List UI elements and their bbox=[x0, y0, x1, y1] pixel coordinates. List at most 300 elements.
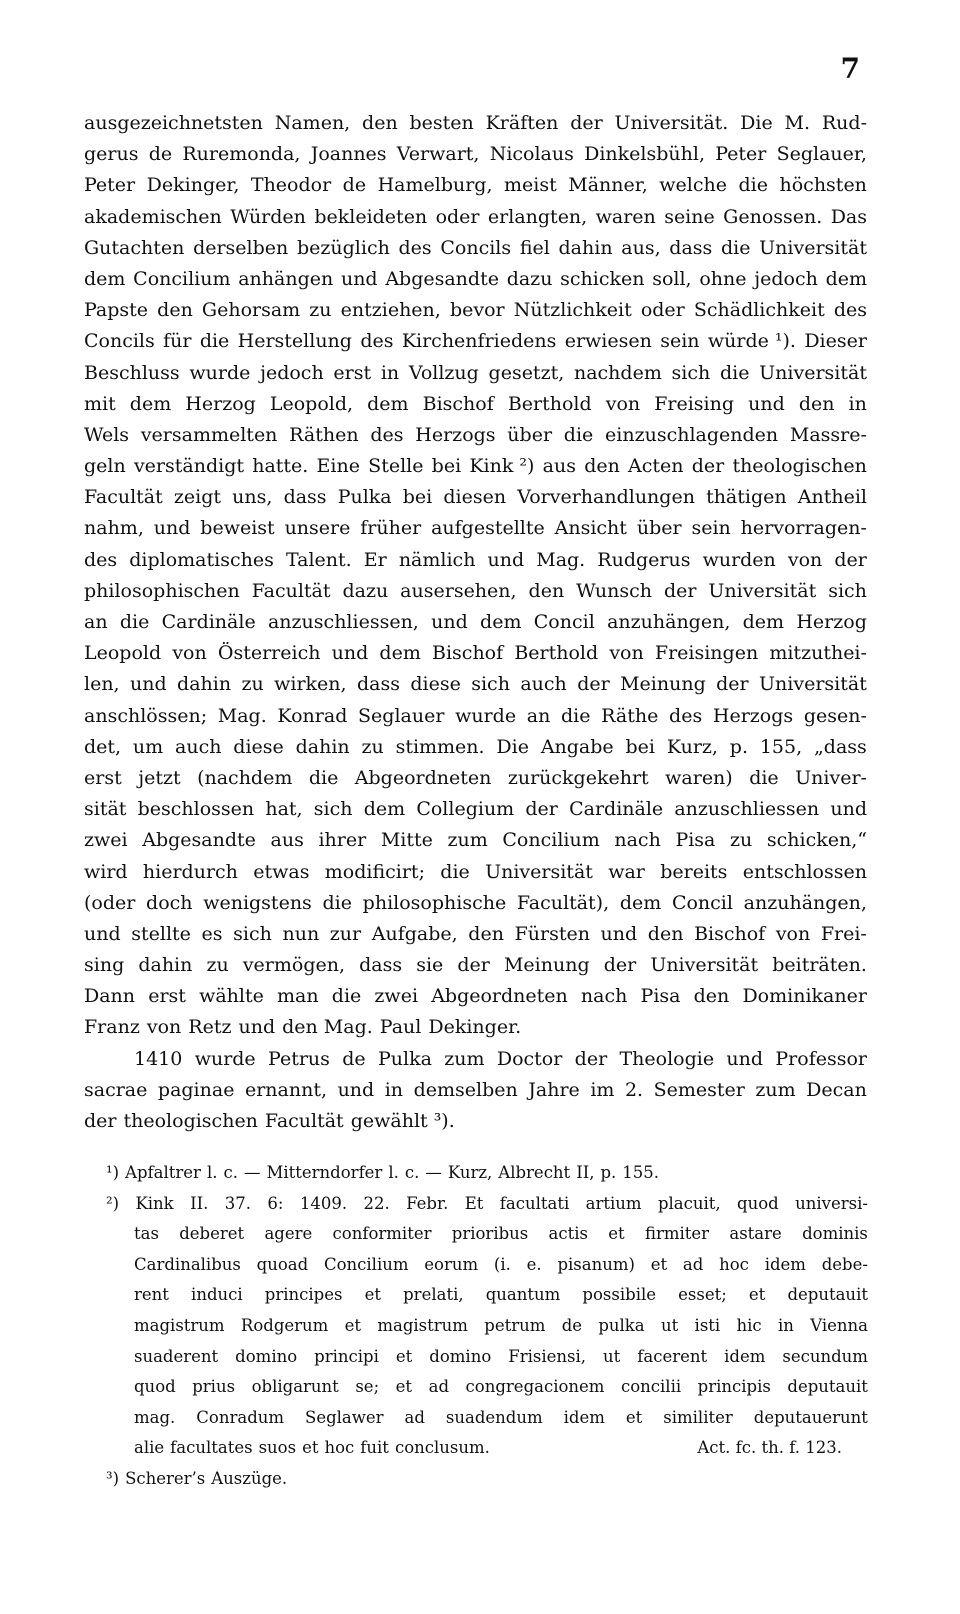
word: dem bbox=[84, 267, 126, 290]
word: Genossen. bbox=[723, 205, 823, 228]
word: auch bbox=[175, 735, 222, 758]
word: de bbox=[342, 1047, 366, 1070]
footnote-line bbox=[106, 1280, 868, 1311]
word: gerus bbox=[84, 143, 139, 166]
word: anzuhängen, bbox=[743, 891, 867, 914]
word: Stelle bbox=[368, 455, 424, 478]
word: den bbox=[528, 579, 565, 602]
word: entziehen, bbox=[340, 299, 441, 322]
footnote-word: alie bbox=[134, 1438, 165, 1458]
word: Berthold bbox=[507, 392, 592, 415]
footnote-word: quantum bbox=[485, 1285, 561, 1305]
footnote-line bbox=[106, 1311, 868, 1342]
footnote-word: II, bbox=[576, 1163, 595, 1182]
body-text bbox=[84, 108, 867, 1137]
footnote-word: 155. bbox=[622, 1163, 660, 1182]
word: erlangten, bbox=[487, 205, 588, 228]
word: modificirt; bbox=[324, 860, 425, 883]
word: Angabe bbox=[540, 735, 614, 758]
word: Seglauer, bbox=[776, 143, 867, 166]
word: im bbox=[590, 1078, 615, 1101]
footnote-word: ut bbox=[603, 1346, 621, 1366]
word: gewählt ³). bbox=[350, 1110, 455, 1132]
word: bekleideten bbox=[314, 205, 428, 228]
footnote-line bbox=[106, 1250, 868, 1281]
word: „dass bbox=[813, 735, 867, 758]
text-line bbox=[84, 794, 867, 825]
word: um bbox=[132, 735, 164, 758]
word: mit bbox=[84, 392, 116, 415]
word: Mitte bbox=[380, 829, 433, 852]
footnote-citation: Act. fc. th. f. 123. bbox=[697, 1438, 842, 1458]
word: der bbox=[663, 579, 697, 602]
footnote-word: Albrecht bbox=[498, 1163, 571, 1182]
word: bezüglich bbox=[296, 236, 390, 259]
text-line bbox=[84, 482, 867, 513]
word: waren bbox=[595, 205, 656, 228]
word: oder bbox=[435, 205, 480, 228]
word: die bbox=[738, 174, 768, 197]
text-line bbox=[84, 981, 867, 1012]
word: akademischen bbox=[84, 205, 222, 228]
footnote-line bbox=[106, 1342, 868, 1373]
word: Kink ²) bbox=[469, 455, 535, 478]
word: der bbox=[603, 954, 637, 977]
word: theologischen bbox=[123, 1110, 258, 1132]
word: welche bbox=[659, 174, 728, 197]
text-line bbox=[84, 108, 867, 139]
word: würde ¹). bbox=[707, 330, 796, 353]
word: wurden bbox=[702, 548, 776, 571]
word: doch bbox=[146, 891, 193, 914]
word: Paul bbox=[379, 1016, 422, 1039]
word: versammelten bbox=[140, 423, 278, 446]
footnote-word: se; bbox=[355, 1377, 380, 1397]
footnote-word: esset; bbox=[678, 1285, 727, 1305]
word: der bbox=[834, 548, 867, 571]
footnote-word: in bbox=[777, 1315, 794, 1335]
word: nahm, bbox=[84, 517, 144, 540]
word: die bbox=[308, 766, 339, 789]
footnote-line bbox=[106, 1219, 868, 1250]
word: zu bbox=[309, 299, 332, 322]
word: gesen- bbox=[803, 704, 867, 727]
word: des bbox=[669, 704, 703, 727]
word: uns, bbox=[232, 486, 273, 509]
word: nach bbox=[614, 829, 661, 852]
text-line bbox=[84, 701, 867, 732]
footnote-word: Concilium bbox=[323, 1254, 409, 1274]
word: hat, bbox=[265, 798, 303, 821]
footnote-word: ad bbox=[682, 1254, 704, 1274]
word: der bbox=[577, 673, 610, 696]
footnote-word: idem bbox=[724, 1346, 766, 1366]
word: diesen bbox=[443, 486, 507, 509]
footnote-word: pisanum) bbox=[557, 1254, 635, 1274]
word: dahin bbox=[138, 954, 193, 977]
text-line bbox=[84, 264, 867, 295]
word: Jahre bbox=[528, 1078, 580, 1101]
word: anhängen bbox=[238, 267, 334, 290]
word: Er bbox=[363, 548, 387, 571]
page-number: 7 bbox=[840, 52, 860, 85]
word: schicken,“ bbox=[766, 829, 867, 852]
word: zurückgekehrt bbox=[507, 766, 649, 789]
word: de bbox=[342, 174, 367, 197]
word: Universität bbox=[485, 860, 593, 883]
word: zum bbox=[447, 829, 488, 852]
footnote-word: Seglawer bbox=[305, 1407, 384, 1427]
word: Acten bbox=[628, 455, 684, 478]
word: die bbox=[563, 423, 594, 446]
word: es bbox=[201, 922, 223, 945]
word: Dieser bbox=[804, 330, 867, 353]
footnote-word: Vienna bbox=[810, 1315, 868, 1335]
word: aufgestellte bbox=[431, 517, 545, 540]
footnote-word: principi bbox=[314, 1346, 379, 1366]
footnote-word: hic bbox=[736, 1315, 762, 1335]
word: Bischof bbox=[432, 642, 504, 665]
word: Frei- bbox=[820, 922, 867, 945]
word: stimmen. bbox=[395, 735, 485, 758]
text-line bbox=[84, 139, 867, 170]
word: Papste bbox=[84, 299, 149, 322]
word: anzuschliessen bbox=[674, 798, 820, 821]
footnote-word: ut bbox=[660, 1315, 679, 1335]
footnote-word: ²) bbox=[106, 1193, 120, 1213]
word: hierdurch bbox=[142, 860, 238, 883]
footnote-word: concilii bbox=[620, 1377, 682, 1397]
footnote-word: suaderent bbox=[134, 1346, 219, 1366]
footnote-line bbox=[106, 1403, 868, 1434]
word: besten bbox=[409, 112, 474, 134]
word: bei bbox=[402, 486, 433, 509]
footnote-word: principes bbox=[264, 1285, 343, 1305]
word: und bbox=[238, 1016, 276, 1039]
word: Ansicht bbox=[554, 517, 627, 540]
word: sich bbox=[233, 922, 272, 945]
word: die bbox=[561, 704, 591, 727]
word: zwei bbox=[374, 985, 419, 1008]
footnote-word: et bbox=[625, 1407, 643, 1427]
footnote-word: astare bbox=[729, 1224, 782, 1244]
word: diplomatisches bbox=[129, 548, 274, 571]
footnote-word: quod bbox=[134, 1377, 176, 1397]
word: der bbox=[457, 954, 490, 977]
word: Abgesandte bbox=[142, 829, 256, 852]
word: Beschluss bbox=[84, 361, 180, 384]
footnote-word: II. bbox=[190, 1193, 209, 1213]
word: die bbox=[720, 236, 751, 259]
word: und bbox=[431, 611, 468, 633]
word: Räthen bbox=[289, 423, 359, 446]
word: auch bbox=[520, 673, 567, 696]
footnote-word: facultates bbox=[170, 1438, 253, 1458]
word: zwei bbox=[84, 829, 128, 852]
footnote-word: eorum bbox=[424, 1254, 479, 1274]
word: Universität bbox=[650, 954, 759, 977]
footnote-word: Apfaltrer bbox=[125, 1163, 201, 1182]
word: in bbox=[380, 361, 400, 384]
word: Bischof bbox=[422, 392, 494, 415]
word: Fürsten bbox=[514, 922, 590, 945]
footnote-word: quod bbox=[737, 1193, 779, 1213]
word: der bbox=[716, 673, 749, 696]
word: aus bbox=[542, 455, 576, 478]
word: Herzogs bbox=[415, 423, 496, 446]
footnote-word: magistrum bbox=[377, 1315, 468, 1335]
word: theologischen bbox=[732, 455, 867, 478]
word: Konrad bbox=[277, 704, 348, 727]
footnote-word: domino bbox=[429, 1346, 492, 1366]
word: Cardinäle bbox=[161, 611, 256, 633]
word: den bbox=[362, 112, 398, 134]
word: Universität bbox=[759, 236, 867, 259]
word: dazu bbox=[506, 267, 553, 290]
footnote-word: Rodgerum bbox=[240, 1315, 329, 1335]
word: Verwart, bbox=[396, 143, 480, 166]
word: den bbox=[468, 922, 504, 945]
footnote-word: facultati bbox=[499, 1193, 570, 1213]
word: Dekinger. bbox=[428, 1016, 522, 1039]
word: bei bbox=[431, 455, 462, 478]
footnote-word: obligarunt bbox=[251, 1377, 339, 1397]
word: an bbox=[526, 704, 551, 727]
word: wird bbox=[84, 860, 128, 883]
word: Concilium bbox=[133, 267, 231, 290]
word: dass bbox=[359, 954, 403, 977]
word: Pisa bbox=[675, 829, 716, 852]
word: über bbox=[636, 517, 682, 540]
word: die bbox=[440, 860, 470, 883]
word: zu bbox=[241, 673, 264, 696]
word: nun bbox=[282, 922, 320, 945]
footnote-word: prius bbox=[192, 1377, 236, 1397]
footnote-word: isti bbox=[694, 1315, 721, 1335]
word: früher bbox=[360, 517, 422, 540]
word: ernannt, bbox=[244, 1078, 328, 1101]
footnote-word: magistrum bbox=[134, 1315, 225, 1335]
word: Theodor bbox=[250, 174, 332, 197]
word: den bbox=[647, 922, 684, 945]
text-line bbox=[84, 1106, 867, 1137]
word: Herzog bbox=[796, 611, 867, 633]
footnote-word: fuit bbox=[360, 1438, 389, 1458]
word: und bbox=[726, 1047, 764, 1070]
word: 155, bbox=[759, 735, 803, 758]
word: zum bbox=[444, 1047, 485, 1070]
word: Peter bbox=[715, 143, 767, 166]
word: jedoch bbox=[260, 361, 324, 384]
word: Nicolaus bbox=[489, 143, 574, 166]
word: die bbox=[199, 330, 230, 353]
word: von bbox=[787, 548, 823, 571]
word: und bbox=[487, 548, 525, 571]
footnote-word: artium bbox=[585, 1193, 642, 1213]
footnote-word: suos bbox=[258, 1438, 297, 1458]
word: des bbox=[370, 423, 404, 446]
word: zum bbox=[755, 1078, 796, 1101]
word: war bbox=[608, 860, 645, 883]
word: und bbox=[153, 517, 191, 540]
word: Semester bbox=[653, 1078, 745, 1101]
word: Theologie bbox=[619, 1047, 715, 1070]
word: Herstellung bbox=[237, 330, 352, 353]
word: Collegium bbox=[416, 798, 515, 821]
word: den Mag. bbox=[282, 1016, 373, 1039]
word: Aufgabe, bbox=[371, 922, 458, 945]
word: zu bbox=[361, 735, 384, 758]
word: dem bbox=[129, 392, 172, 415]
word: sacrae bbox=[84, 1078, 148, 1101]
footnote-word: hoc bbox=[719, 1254, 749, 1274]
word: Das bbox=[830, 205, 867, 228]
footnote-word: et bbox=[395, 1377, 413, 1397]
word: Concils bbox=[84, 330, 155, 353]
word: Dekinger, bbox=[146, 174, 240, 197]
footnote-word: de bbox=[561, 1315, 583, 1335]
word: Abgesandte bbox=[385, 267, 499, 290]
word: erwiesen bbox=[564, 330, 652, 353]
footnote-word: — bbox=[425, 1163, 442, 1182]
footnote-word: rent bbox=[134, 1285, 169, 1305]
footnote-word: c. bbox=[404, 1163, 420, 1182]
word: Vollzug bbox=[408, 361, 479, 384]
word: dahin bbox=[177, 673, 232, 696]
word: Herzogs bbox=[712, 704, 794, 727]
word: Pulka bbox=[337, 486, 392, 509]
footnote-word: et bbox=[344, 1315, 362, 1335]
word: nachdem bbox=[573, 361, 662, 384]
word: man bbox=[277, 985, 319, 1008]
text-line bbox=[84, 451, 867, 482]
word: Pisa bbox=[640, 985, 681, 1008]
footnote-word: Kink bbox=[135, 1193, 174, 1213]
word: zeigt bbox=[173, 486, 222, 509]
word: philosophische bbox=[362, 891, 507, 914]
text-line bbox=[84, 919, 867, 950]
word: 1410 bbox=[134, 1047, 183, 1070]
word: gesetzt, bbox=[488, 361, 565, 384]
footnote-line bbox=[106, 1189, 868, 1220]
word: dem bbox=[363, 798, 406, 821]
word: Concilium bbox=[502, 829, 600, 852]
footnote-word: e. bbox=[526, 1254, 542, 1274]
text-line bbox=[84, 1012, 867, 1043]
word: dem bbox=[619, 891, 662, 914]
word: Rud- bbox=[821, 112, 867, 134]
text-line bbox=[84, 545, 867, 576]
word: der bbox=[570, 112, 603, 134]
word: erst bbox=[84, 766, 122, 789]
word: und bbox=[600, 922, 638, 945]
word: Räthe bbox=[601, 704, 659, 727]
word: Cardinäle bbox=[569, 798, 664, 821]
word: Die bbox=[740, 112, 773, 134]
word: Seglauer bbox=[358, 704, 445, 727]
word: Mag. bbox=[536, 548, 586, 571]
footnote-word: Scherer’s bbox=[125, 1468, 206, 1488]
word: wenigstens bbox=[203, 891, 312, 914]
word: der bbox=[84, 1110, 117, 1132]
footnote-word: universi- bbox=[795, 1193, 868, 1213]
word: beschlossen bbox=[137, 798, 255, 821]
text-line bbox=[84, 1075, 867, 1106]
footnote-word: Conradum bbox=[196, 1407, 285, 1427]
word: mitzuthei- bbox=[769, 642, 867, 665]
word: und bbox=[130, 673, 167, 696]
word: erst bbox=[333, 361, 372, 384]
word: sich bbox=[671, 361, 711, 384]
word: und bbox=[340, 267, 378, 290]
word: dass bbox=[356, 673, 400, 696]
word: Wunsch bbox=[576, 579, 653, 602]
word: len, bbox=[84, 673, 120, 696]
word: hervorragen- bbox=[740, 517, 867, 540]
word: Franz bbox=[84, 1016, 140, 1039]
word: Doctor bbox=[496, 1047, 563, 1070]
word: von bbox=[146, 1016, 182, 1039]
word: anzuhängen, bbox=[607, 611, 731, 633]
word: Kräften bbox=[485, 112, 559, 134]
word: an bbox=[84, 611, 108, 633]
word: beweist bbox=[200, 517, 275, 540]
footnote-word: actis bbox=[548, 1224, 588, 1244]
footnote-word: Frisiensi, bbox=[508, 1346, 587, 1366]
text-line bbox=[84, 389, 867, 420]
word: hatte. bbox=[252, 455, 309, 478]
footnote-word: conformiter bbox=[332, 1224, 432, 1244]
word: geln bbox=[84, 455, 126, 478]
word: sein bbox=[691, 517, 731, 540]
word: Leopold bbox=[84, 642, 162, 665]
footnote-word: petrum bbox=[484, 1315, 546, 1335]
footnotes bbox=[106, 1158, 868, 1495]
word: die bbox=[749, 766, 779, 789]
word: bevor bbox=[449, 299, 505, 322]
word: Berthold bbox=[514, 642, 599, 665]
text-line bbox=[84, 607, 867, 638]
word: Meinung bbox=[620, 673, 706, 696]
footnote-word: Auszüge. bbox=[211, 1468, 288, 1488]
word: Mag. bbox=[217, 704, 267, 727]
footnote-word: domino bbox=[235, 1346, 298, 1366]
footnote-word: et bbox=[364, 1285, 381, 1305]
word: diese bbox=[410, 673, 461, 696]
word: sie bbox=[416, 954, 444, 977]
text-line bbox=[84, 857, 867, 888]
word: und bbox=[748, 392, 785, 415]
word: schicken bbox=[560, 267, 645, 290]
footnote-word: similiter bbox=[663, 1407, 733, 1427]
word: diese bbox=[233, 735, 284, 758]
word: bereits bbox=[660, 860, 728, 883]
text-line bbox=[84, 233, 867, 264]
word: Concil bbox=[671, 891, 733, 914]
word: Herzog bbox=[185, 392, 256, 415]
word: Retz bbox=[188, 1016, 232, 1039]
text-line bbox=[84, 358, 867, 389]
word: der bbox=[525, 798, 558, 821]
word: für bbox=[163, 330, 192, 353]
footnote-word: et bbox=[748, 1285, 766, 1305]
word: wirken, bbox=[274, 673, 347, 696]
footnote-word: deputauit bbox=[787, 1285, 868, 1305]
word: (nachdem bbox=[197, 766, 293, 789]
footnote-word: et bbox=[395, 1346, 413, 1366]
word: Massre- bbox=[789, 423, 867, 446]
word: dem bbox=[480, 611, 522, 633]
